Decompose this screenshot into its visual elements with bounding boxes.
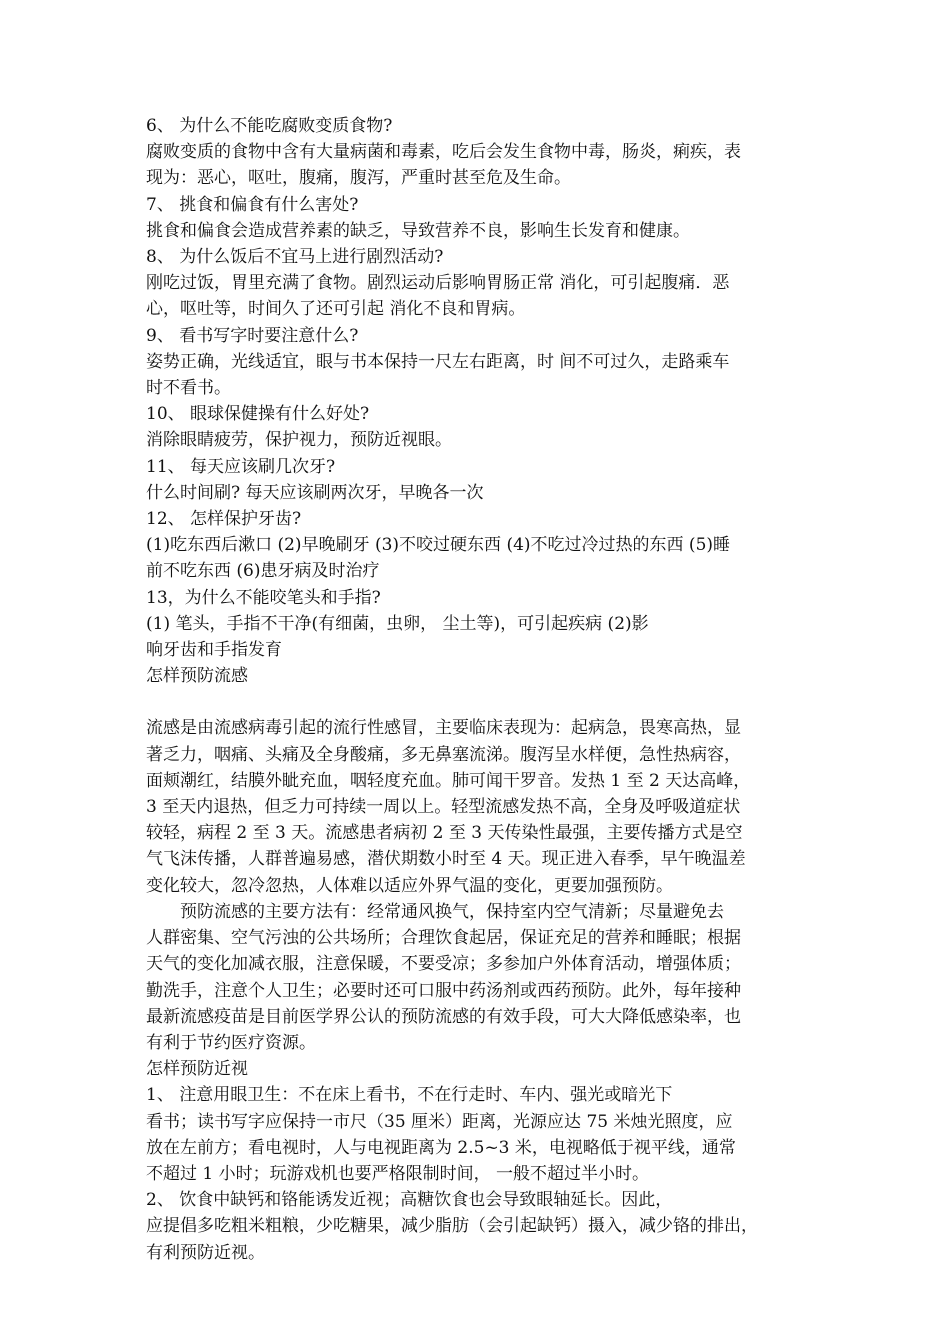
answer-line: 响牙齿和手指发育 — [146, 640, 282, 661]
answer-line: (1)吃东西后漱口 (2)早晚刷牙 (3)不咬过硬东西 (4)不吃过冷过热的东西 (5)睡 — [146, 535, 731, 556]
answer-line: 现为：恶心，呕吐，腹痛，腹泻，严重时甚至危及生命。 — [146, 168, 571, 189]
paragraph-line: 应提倡多吃粗米粗粮，少吃糖果，减少脂肪（会引起缺钙）摄入，减少铬的排出， — [146, 1216, 758, 1237]
question-10: 10、 眼球保健操有什么好处? — [146, 404, 370, 425]
paragraph-line: 最新流感疫苗是目前医学界公认的预防流感的有效手段，可大大降低感染率，也 — [146, 1006, 741, 1027]
qa-11 — [146, 454, 811, 506]
paragraph-line: 2、 饮食中缺钙和铬能诱发近视；高糖饮食也会导致眼轴延长。因此， — [146, 1190, 673, 1211]
paragraph-line: 看书；读书写字应保持一市尺（35 厘米）距离，光源应达 75 米烛光照度，应 — [146, 1111, 733, 1132]
flu-paragraph-1 — [146, 715, 811, 898]
qa-9 — [146, 323, 811, 402]
answer-line: 时不看书。 — [146, 378, 231, 399]
paragraph-line: 1、 注意用眼卫生：不在床上看书，不在行走时、车内、强光或暗光下 — [146, 1085, 673, 1106]
qa-7 — [146, 192, 811, 244]
paragraph-line: 较轻，病程 2 至 3 天。流感患者病初 2 至 3 天传染性最强，主要传播方式是空 — [146, 823, 743, 844]
answer-line: 消除眼睛疲劳，保护视力，预防近视眼。 — [146, 430, 452, 451]
paragraph-line: 面颊潮红，结膜外眦充血，咽轻度充血。肺可闻干罗音。发热 1 至 2 天达高峰， — [146, 770, 751, 791]
paragraph-line: 勤洗手，注意个人卫生；必要时还可口服中药汤剂或西药预防。此外，每年接种 — [146, 980, 741, 1001]
answer-line: 什么时间刷? 每天应该刷两次牙，早晚各一次 — [146, 482, 484, 503]
myopia-item-2 — [146, 1187, 811, 1266]
paragraph-line: 预防流感的主要方法有：经常通风换气，保持室内空气清新；尽量避免去 — [180, 901, 724, 922]
question-13: 13，为什么不能咬笔头和手指? — [146, 587, 381, 608]
answer-line: 刚吃过饭，胃里充满了食物。剧烈运动后影响胃肠正常 消化，可引起腹痛．恶 — [146, 273, 730, 294]
answer-line: 前不吃东西 (6)患牙病及时治疗 — [146, 561, 380, 582]
question-7: 7、 挑食和偏食有什么害处? — [146, 194, 359, 215]
paragraph-line: 人群密集、空气污浊的公共场所；合理饮食起居，保证充足的营养和睡眠；根据 — [146, 928, 741, 949]
paragraph-line: 变化较大，忽冷忽热，人体难以适应外界气温的变化，更要加强预防。 — [146, 875, 673, 896]
question-12: 12、 怎样保护牙齿? — [146, 509, 302, 530]
question-11: 11、 每天应该刷几次牙? — [146, 456, 336, 477]
question-8: 8、 为什么饭后不宜马上进行剧烈活动? — [146, 247, 444, 268]
answer-line: (1) 笔头，手指不干净(有细菌，虫卵， 尘土等)，可引起疾病 (2)影 — [146, 613, 649, 634]
paragraph-line: 放在左前方；看电视时，人与电视距离为 2.5~3 米，电视略低于视平线，通常 — [146, 1137, 736, 1158]
flu-paragraph-2 — [146, 899, 811, 1056]
section-title-myopia: 怎样预防近视 — [146, 1059, 248, 1080]
question-6: 6、 为什么不能吃腐败变质食物? — [146, 116, 393, 136]
qa-12 — [146, 506, 811, 585]
myopia-item-1 — [146, 1082, 811, 1187]
question-9: 9、 看书写字时要注意什么? — [146, 325, 359, 346]
paragraph-line: 有利预防近视。 — [146, 1242, 265, 1263]
qa-6 — [146, 113, 811, 192]
paragraph-line: 3 至天内退热，但乏力可持续一周以上。轻型流感发热不高，全身及呼吸道症状 — [146, 797, 741, 818]
paragraph-line: 不超过 1 小时；玩游戏机也要严格限制时间， 一般不超过半小时。 — [146, 1163, 650, 1184]
paragraph-line: 气飞沫传播，人群普遍易感，潜伏期数小时至 4 天。现正进入春季，早午晚温差 — [146, 849, 746, 870]
section-title-flu: 怎样预防流感 — [146, 666, 248, 687]
answer-line: 姿势正确，光线适宜，眼与书本保持一尺左右距离，时 间不可过久，走路乘车 — [146, 351, 730, 372]
answer-line: 心，呕吐等，时间久了还可引起 消化不良和胃病。 — [146, 299, 526, 320]
document-page — [146, 113, 811, 1266]
answer-line: 腐败变质的食物中含有大量病菌和毒素，吃后会发生食物中毒，肠炎，痢疾，表 — [146, 142, 741, 163]
paragraph-line: 流感是由流感病毒引起的流行性感冒，主要临床表现为：起病急，畏寒高热，显 — [146, 718, 741, 739]
qa-8 — [146, 244, 811, 323]
answer-line: 挑食和偏食会造成营养素的缺乏，导致营养不良，影响生长发育和健康。 — [146, 220, 690, 241]
paragraph-line: 有利于节约医疗资源。 — [146, 1032, 316, 1053]
paragraph-line: 著乏力，咽痛、头痛及全身酸痛，多无鼻塞流涕。腹泻呈水样便，急性热病容， — [146, 744, 741, 765]
qa-10 — [146, 401, 811, 453]
paragraph-line: 天气的变化加减衣服，注意保暖，不要受凉；多参加户外体育活动，增强体质； — [146, 954, 741, 975]
qa-13 — [146, 585, 811, 664]
blank-line — [146, 689, 811, 715]
